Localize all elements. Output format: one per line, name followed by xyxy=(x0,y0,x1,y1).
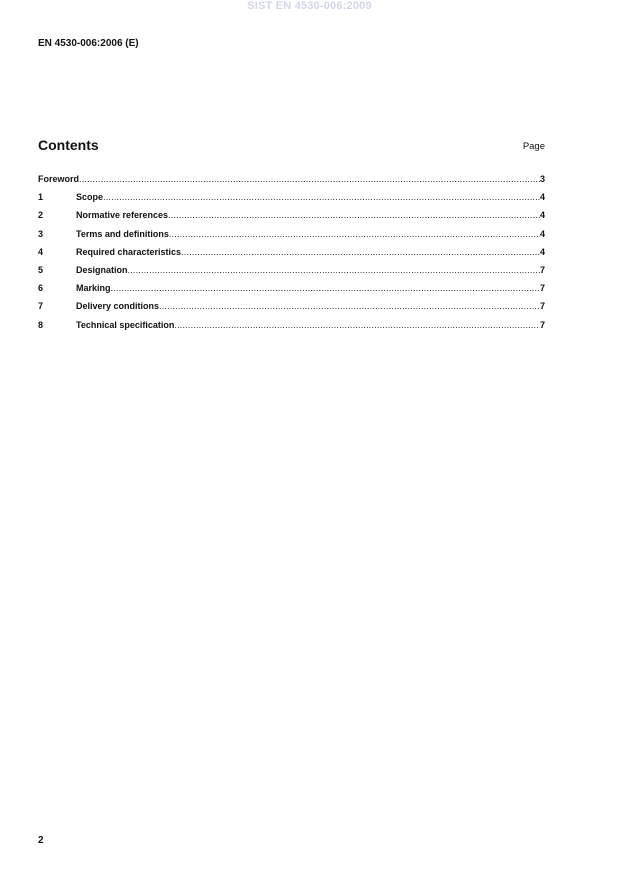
toc-entry-number: 8 xyxy=(38,319,44,330)
toc-entry-scope[interactable] xyxy=(38,192,545,210)
toc-entry-title: Scope xyxy=(76,192,104,203)
toc-dot-leader xyxy=(169,229,540,239)
toc-dot-leader xyxy=(103,192,540,202)
toc-entry-page: 7 xyxy=(539,319,545,330)
page-number: 2 xyxy=(38,835,44,846)
toc-entry-title: Marking xyxy=(76,283,111,294)
toc-entry-title: Foreword xyxy=(38,174,80,184)
toc-entry-technical-specification[interactable] xyxy=(38,320,545,338)
toc-entry-page: 4 xyxy=(539,210,545,221)
toc-dot-leader xyxy=(159,301,540,311)
toc-entry-number: 6 xyxy=(38,283,44,294)
toc-entry-title: Delivery conditions xyxy=(76,301,160,312)
contents-heading: Contents xyxy=(38,137,99,153)
toc-dot-leader xyxy=(174,320,540,330)
toc-entry-designation[interactable] xyxy=(38,265,545,283)
toc-entry-title: Terms and definitions xyxy=(76,228,169,239)
toc-entry-number: 7 xyxy=(38,301,44,312)
toc-dot-leader xyxy=(79,174,540,184)
watermark: SIST EN 4530-006:2009 xyxy=(247,0,372,12)
page-column-label: Page xyxy=(522,141,545,152)
toc-entry-marking[interactable] xyxy=(38,283,545,301)
toc-entry-number: 5 xyxy=(38,264,44,275)
toc-entry-page: 4 xyxy=(539,228,545,239)
toc-entry-page: 7 xyxy=(539,301,545,312)
toc-entry-title: Required characteristics xyxy=(76,246,182,257)
toc-entry-title: Normative references xyxy=(76,210,169,221)
toc-entry-normative-references[interactable] xyxy=(38,210,545,228)
toc-entry-number: 4 xyxy=(38,246,44,257)
toc-entry-page: 7 xyxy=(539,283,545,294)
toc-dot-leader xyxy=(128,265,540,275)
toc-entry-number: 2 xyxy=(38,210,44,221)
toc-entry-number: 1 xyxy=(38,192,44,203)
toc-entry-delivery-conditions[interactable] xyxy=(38,301,545,319)
toc-entry-title: Technical specification xyxy=(76,319,175,330)
toc-dot-leader xyxy=(111,283,540,293)
toc-entry-page: 4 xyxy=(539,246,545,257)
toc-dot-leader xyxy=(181,247,540,257)
toc-dot-leader xyxy=(168,210,540,220)
toc-entry-title: Designation xyxy=(76,264,128,275)
toc-entry-page: 7 xyxy=(539,264,545,275)
toc-entry-number: 3 xyxy=(38,228,44,239)
toc-entry-foreword[interactable] xyxy=(38,174,545,192)
toc-entry-page: 4 xyxy=(539,192,545,203)
toc-entry-terms-and-definitions[interactable] xyxy=(38,229,545,247)
document-id: EN 4530-006:2006 (E) xyxy=(38,38,139,49)
toc-entry-page: 3 xyxy=(539,174,545,184)
table-of-contents xyxy=(38,174,545,338)
toc-entry-required-characteristics[interactable] xyxy=(38,247,545,265)
